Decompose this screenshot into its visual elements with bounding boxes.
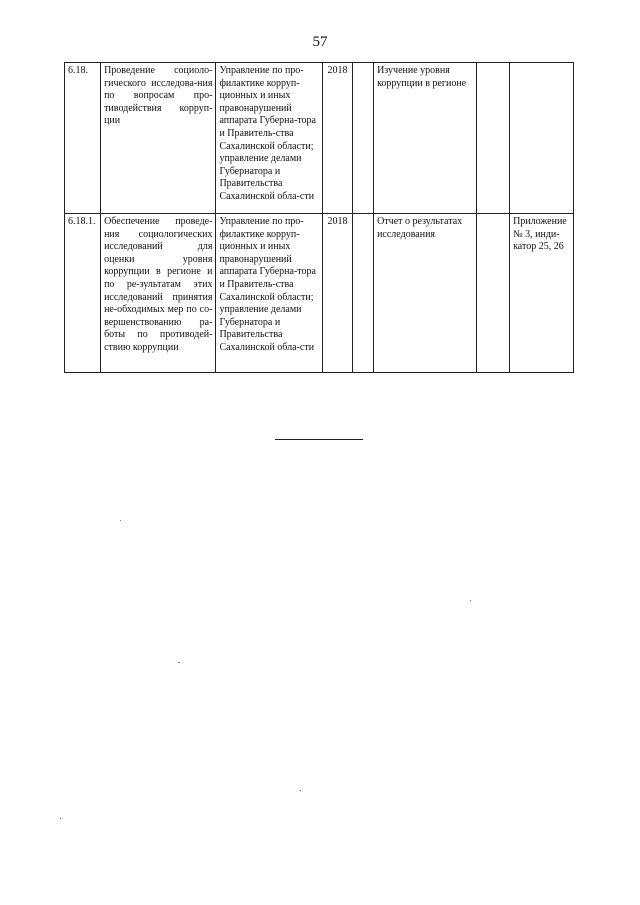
activity-note: Приложение № 3, инди-катор 25, 26 (510, 214, 574, 373)
scan-speck (60, 818, 61, 819)
scan-speck (120, 520, 121, 521)
activity-year: 2018 (322, 214, 353, 373)
empty-cell (353, 214, 374, 373)
row-number: 6.18. (65, 63, 101, 214)
activities-table (64, 62, 574, 373)
activity-result: Изучение уровня коррупции в регионе (374, 63, 477, 214)
activity-name: Проведение социоло-гического исследова-ния по вопросам про-тиводействия корруп-ции (101, 63, 216, 214)
scan-speck (300, 790, 301, 791)
table-row (65, 63, 574, 214)
activity-executor: Управление по про-филактике корруп-ционных и иных правонарушений аппарата Губерна-тора и Правитель-ства Сахалинской области; управление делами Губернатора и Правительства Сахалинской обла-сти (216, 63, 322, 214)
activity-result: Отчет о результатах исследования (374, 214, 477, 373)
scan-speck (178, 662, 180, 663)
activity-year: 2018 (322, 63, 353, 214)
table-row (65, 214, 574, 373)
activity-executor: Управление по про-филактике корруп-ционных и иных правонарушений аппарата Губерна-тора и Правитель-ства Сахалинской области; управление делами Губернатора и Правительства Сахалинской обла-сти (216, 214, 322, 373)
empty-cell (477, 63, 510, 214)
activity-note (510, 63, 574, 214)
end-rule (275, 439, 363, 440)
empty-cell (477, 214, 510, 373)
empty-cell (353, 63, 374, 214)
row-number: 6.18.1. (65, 214, 101, 373)
scan-speck (470, 600, 471, 601)
activity-name: Обеспечение проведе-ния социологических исследований для оценки уровня коррупции в регионе и по ре-зультатам этих исследований принятия не-обходимых мер по со-вершенствованию ра-боты по противодей-ствию коррупции (101, 214, 216, 373)
page-number: 57 (312, 34, 328, 50)
